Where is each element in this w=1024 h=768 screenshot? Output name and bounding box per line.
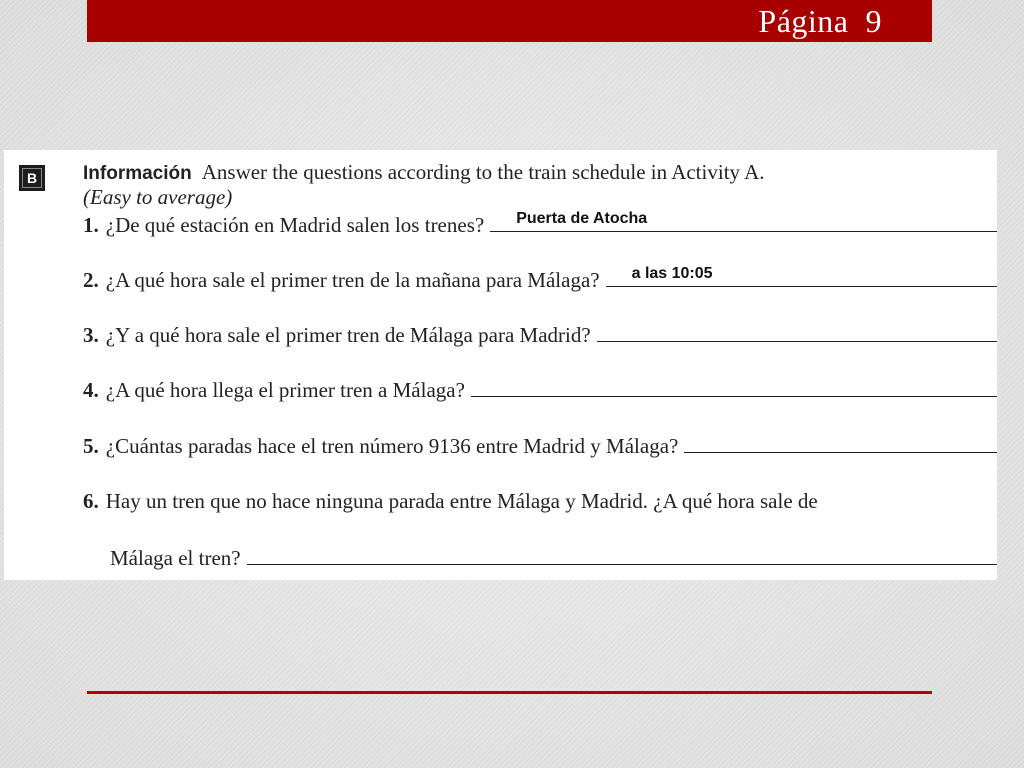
question-number: 3.	[83, 323, 99, 347]
answer-blank	[606, 265, 997, 287]
question-text: ¿A qué hora llega el primer tren a Málaga?	[105, 378, 465, 402]
question-number: 5.	[83, 434, 99, 458]
question-text: Hay un tren que no hace ninguna parada entre Málaga y Madrid. ¿A qué hora sale de	[105, 489, 818, 513]
answer-blank	[597, 323, 997, 342]
worksheet-image	[4, 150, 997, 580]
question-text: ¿Y a qué hora sale el primer tren de Málaga para Madrid?	[105, 323, 591, 347]
answer-text: Puerta de Atocha	[516, 210, 648, 227]
activity-title: Información	[83, 163, 192, 184]
answer-blank	[471, 378, 997, 397]
question-1	[83, 210, 997, 243]
question-number: 2.	[83, 268, 99, 292]
answer-blank	[684, 434, 997, 453]
answer-blank	[490, 210, 997, 232]
question-6	[83, 489, 997, 519]
question-text-continued: Málaga el tren?	[110, 546, 241, 570]
activity-heading	[83, 160, 765, 185]
question-3	[83, 323, 997, 353]
answer-text: a las 10:05	[631, 265, 713, 282]
activity-badge: B	[19, 165, 45, 191]
question-number: 4.	[83, 378, 99, 402]
activity-difficulty: (Easy to average)	[83, 185, 233, 209]
page-number: Página 9	[758, 3, 882, 39]
question-text: ¿A qué hora sale el primer tren de la mañana para Málaga?	[105, 268, 600, 292]
question-5	[83, 434, 997, 464]
question-number: 1.	[83, 213, 99, 237]
question-text: ¿Cuántas paradas hace el tren número 9136 entre Madrid y Málaga?	[105, 434, 679, 458]
question-6-continued	[110, 546, 997, 576]
question-4	[83, 378, 997, 408]
question-2	[83, 265, 997, 298]
question-text: ¿De qué estación en Madrid salen los trenes?	[105, 213, 485, 237]
footer-rule	[87, 691, 932, 694]
answer-blank	[247, 546, 997, 565]
header-bar	[87, 0, 932, 42]
question-number: 6.	[83, 489, 99, 513]
activity-instruction: Answer the questions according to the train schedule in Activity A.	[201, 160, 765, 184]
